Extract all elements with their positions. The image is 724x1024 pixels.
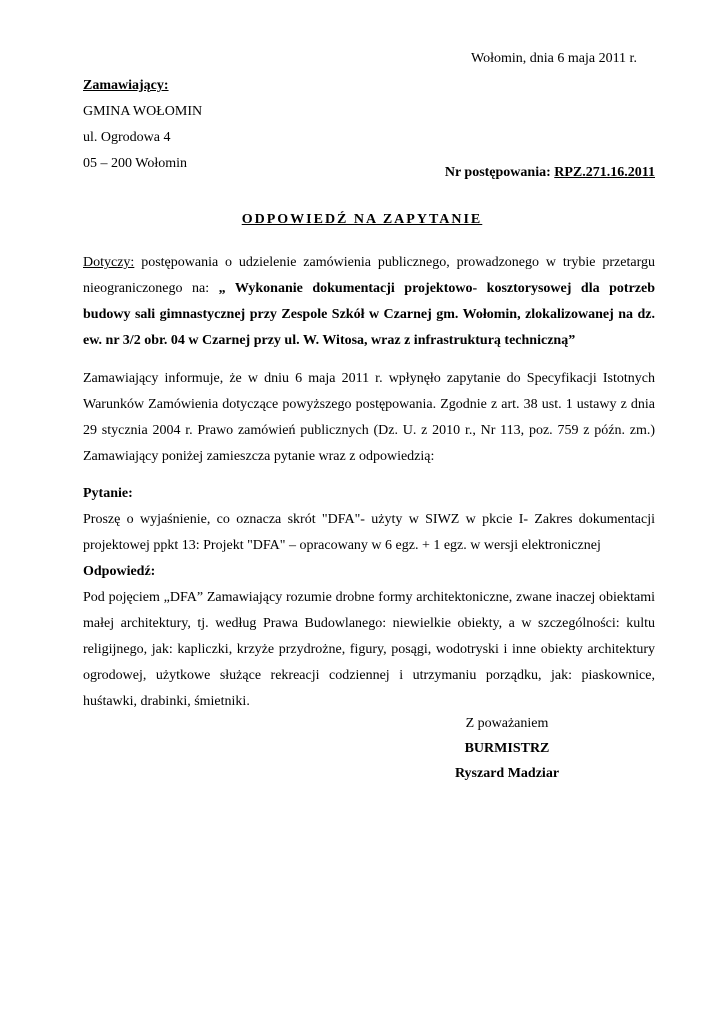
question-label: Pytanie: <box>83 486 133 501</box>
reference-line <box>445 163 655 183</box>
signatory-name: Ryszard Madziar <box>454 766 560 781</box>
subject-title: „ Wykonanie dokumentacji projektowo- kosztorysowej dla potrzeb budowy sali gimnastycznej przy Zespole Szkół w Czarnej gm. Wołomin, zlokalizowanej na dz. ew. nr 3/2 obr. 04 w Czarnej przy ul. W. Witosa, wraz z infrastrukturą techniczną” <box>83 281 655 348</box>
answer-label: Odpowiedź: <box>83 564 156 579</box>
ordering-party-block <box>83 73 202 177</box>
info-paragraph: Zamawiający informuje, że w dniu 6 maja 2011 r. wpłynęło zapytanie do Specyfikacji Istotnych Warunków Zamówienia dotyczące powyższego postępowania. Zgodnie z art. 38 ust. 1 ustawy z dnia 29 stycznia 2004 r. Prawo zamówień publicznych (Dz. U. z 2010 r., Nr 113, poz. 759 z późn. zm.) Zamawiający poniżej zamieszcza pytanie wraz z odpowiedzią: <box>83 371 655 464</box>
subject-paragraph <box>83 250 655 354</box>
subject-intro: postępowania o udzielenie zamówienia publicznego, prowadzonego w trybie przetargu nieograniczonego na: <box>83 255 655 296</box>
question-text: Proszę o wyjaśnienie, co oznacza skrót "DFA"- użyty w SIWZ w pkcie I- Zakres dokumentacji projektowej ppkt 13: Projekt "DFA" – opracowany w 6 egz. + 1 egz. w wersji elektronicznej <box>83 512 655 553</box>
question-answer-block <box>83 481 655 715</box>
signatory-position: BURMISTRZ <box>464 741 550 756</box>
place-date: Wołomin, dnia 6 maja 2011 r. <box>471 51 637 66</box>
closing-greeting: Z poważaniem <box>465 716 549 731</box>
ordering-party-label: Zamawiający: <box>83 78 169 93</box>
reference-label: Nr postępowania: <box>444 165 555 180</box>
signature-block <box>440 711 574 786</box>
document-title: ODPOWIEDŹ NA ZAPYTANIE <box>241 212 483 227</box>
reference-number: RPZ.271.16.2011 <box>554 165 655 180</box>
ordering-party-city: 05 – 200 Wołomin <box>83 156 188 171</box>
ordering-party-name: GMINA WOŁOMIN <box>83 104 203 119</box>
answer-text: Pod pojęciem „DFA” Zamawiający rozumie drobne formy architektoniczne, zwane inaczej obiektami małej architektury, tj. według Prawa Budowlanego: niewielkie obiekty, a w szczególności: kultu religijnego, jak: kapliczki, krzyże przydrożne, figury, posągi, wodotryski i inne obiekty architektury ogrodowej, użytkowe służące rekreacji codziennej i utrzymaniu porządku, jak: piaskownice, huśtawki, drabinki, śmietniki. <box>83 590 655 709</box>
subject-label: Dotyczy: <box>83 255 135 270</box>
ordering-party-street: ul. Ogrodowa 4 <box>83 130 171 145</box>
